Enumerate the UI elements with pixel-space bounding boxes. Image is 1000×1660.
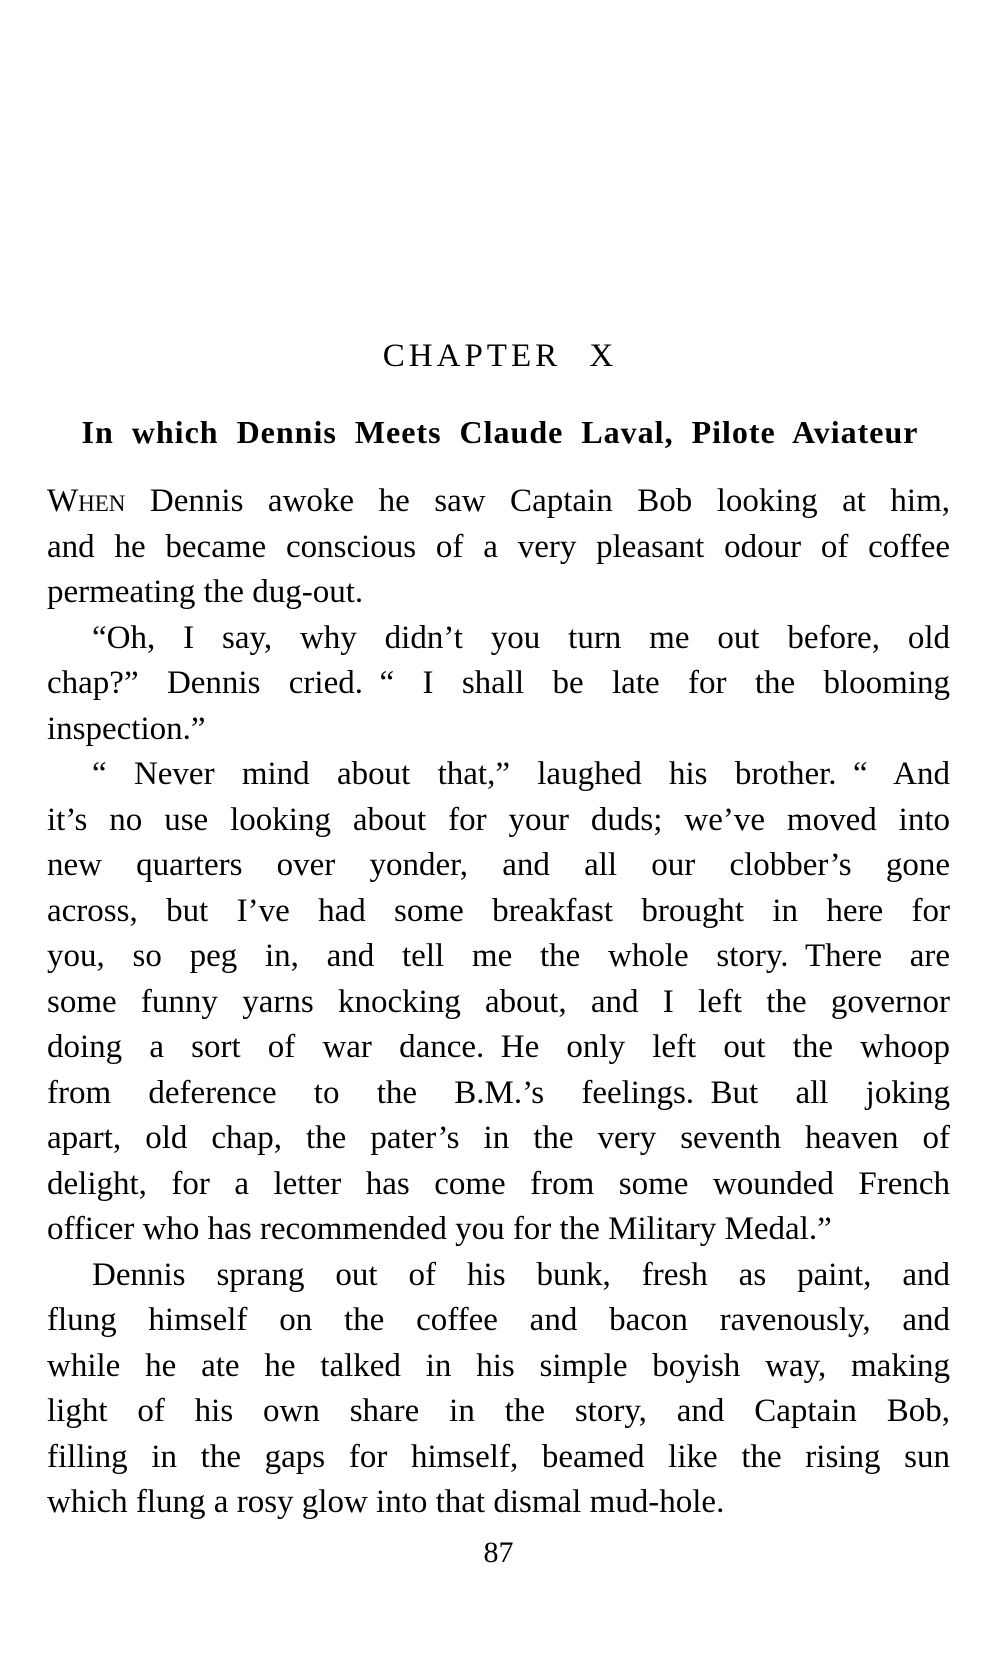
chapter-heading: CHAPTER X (382, 338, 618, 374)
text-line: delight, for a letter has come from some wounded French (47, 1165, 950, 1202)
text-line: filling in the gaps for himself, beamed like the rising sun (47, 1438, 950, 1475)
text-line: inspection.” (47, 710, 206, 747)
text-line: and he became conscious of a very pleasant odour of coffee (47, 528, 950, 565)
page-number: 87 (483, 1536, 514, 1569)
text-line: chap?” Dennis cried. “ I shall be late for the blooming (47, 665, 950, 701)
text-line: it’s no use looking about for your duds; we’ve moved into (47, 801, 950, 838)
text-line: apart, old chap, the pater’s in the very seventh heaven of (47, 1120, 950, 1156)
text-line: some funny yarns knocking about, and I left the governor (47, 983, 950, 1020)
text-line: from deference to the B.M.’s feelings. But all joking (47, 1074, 950, 1111)
text-line: When Dennis awoke he saw Captain Bob looking at him, (47, 483, 950, 519)
chapter-subtitle: In which Dennis Meets Claude Laval, Pilote Aviateur (81, 414, 919, 450)
text-line: while he ate he talked in his simple boyish way, making (47, 1347, 950, 1384)
text-line: “ Never mind about that,” laughed his brother. “ And (92, 756, 950, 792)
text-line: you, so peg in, and tell me the whole story. There are (47, 938, 950, 974)
text-line: across, but I’ve had some breakfast brought in here for (47, 892, 950, 929)
text-line: new quarters over yonder, and all our clobber’s gone (47, 847, 950, 883)
text-line: doing a sort of war dance. He only left out the whoop (47, 1029, 950, 1065)
text-line: light of his own share in the story, and Captain Bob, (47, 1393, 950, 1429)
smallcaps-lead: When (47, 483, 126, 519)
text-line: which flung a rosy glow into that dismal mud-hole. (47, 1484, 725, 1520)
text-line: officer who has recommended you for the Military Medal.” (47, 1211, 832, 1247)
text-line: “Oh, I say, why didn’t you turn me out before, old (92, 619, 950, 656)
text-block (47, 479, 950, 1526)
text-line: permeating the dug-out. (47, 574, 364, 610)
text-line: flung himself on the coffee and bacon ravenously, and (47, 1302, 950, 1338)
text-line: Dennis sprang out of his bunk, fresh as paint, and (92, 1256, 950, 1293)
